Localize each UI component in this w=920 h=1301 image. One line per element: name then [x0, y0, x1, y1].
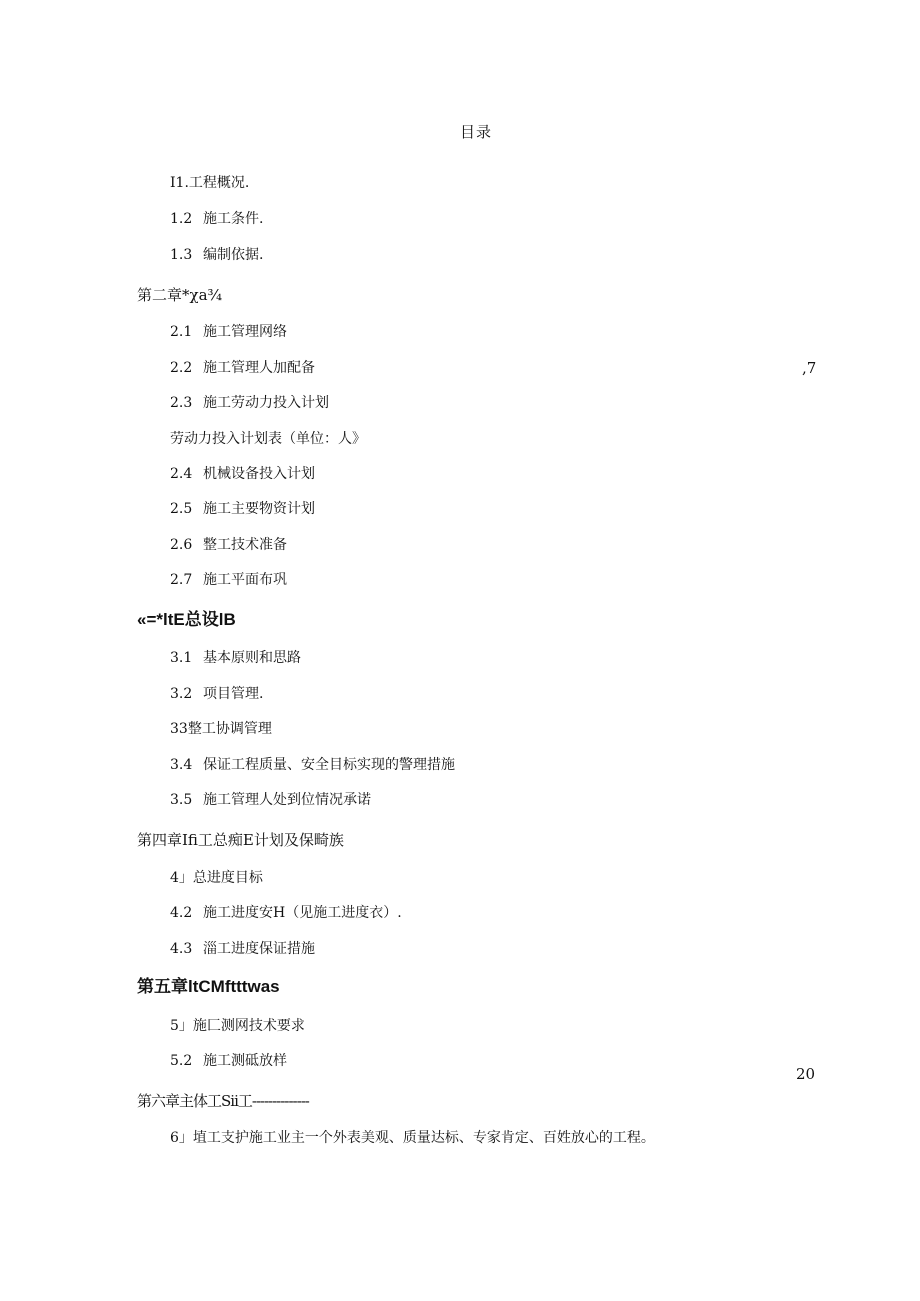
toc-entry-text: 施工管理人加配备 [203, 360, 315, 376]
toc-entry [170, 463, 315, 485]
toc-entry [170, 754, 455, 776]
toc-entry-text: 施工条件. [203, 211, 264, 227]
toc-entry [170, 498, 315, 520]
toc-entry-text: 5」施匚测网技术要求 [170, 1018, 305, 1034]
toc-entry-number: 3.5 [170, 792, 193, 808]
toc-entry [170, 1050, 287, 1072]
toc-entry-text: 机械设备投入计划 [203, 466, 315, 482]
toc-entry-number: 3.1 [170, 650, 193, 666]
toc-entry [170, 1015, 305, 1037]
toc-chapter [137, 609, 236, 631]
toc-entry-text: 劳动力投入计划表（单位：人》 [170, 431, 366, 447]
toc-entry-text: 施工进度安H（见施工进度衣）. [203, 905, 402, 921]
toc-entry-number: 1.2 [170, 211, 193, 227]
toc-entry-text: 施工管理网络 [203, 324, 287, 340]
toc-entry-number: 2.6 [170, 537, 193, 553]
toc-entry [170, 534, 287, 556]
toc-entry-number: 2.5 [170, 501, 193, 517]
toc-entry [170, 392, 329, 414]
toc-entry-text: 4」总进度目标 [170, 870, 263, 886]
toc-entry-text: 项目管理. [203, 686, 264, 702]
toc-entry [170, 902, 402, 924]
toc-entry [170, 683, 263, 705]
toc-entry-text: 第四章Ifi工总痴E计划及保畸族 [137, 831, 344, 849]
toc-entry [170, 244, 263, 266]
toc-entry-text: 编制依据. [203, 247, 264, 263]
toc-chapter [137, 1090, 309, 1112]
toc-entry [170, 569, 287, 591]
toc-chapter [137, 829, 344, 851]
toc-entry [170, 208, 263, 230]
toc-entry-number: 3.4 [170, 757, 193, 773]
toc-entry-text: 33整工协调管理 [170, 721, 272, 737]
toc-entry-number: 2.7 [170, 572, 193, 588]
toc-entry-number: 3.2 [170, 686, 193, 702]
toc-title: 目录 [459, 123, 492, 141]
toc-entry-text: «=*ltE总设lB [137, 610, 236, 629]
toc-entry-number: 4.3 [170, 941, 193, 957]
toc-entry-text: 施工主要物资计划 [203, 501, 315, 517]
toc-entry-text: 淄工进度保证措施 [203, 941, 315, 957]
toc-entry-number: 5.2 [170, 1053, 193, 1069]
toc-entry [170, 357, 315, 379]
toc-entry-text: 6」埴工支护施工业主一个外表美观、质量达标、专家肯定、百姓放心的工程。 [170, 1130, 655, 1146]
toc-entry [170, 321, 287, 343]
page-number: 20 [796, 1065, 816, 1083]
toc-entry-text: 施工劳动力投入计划 [203, 395, 329, 411]
toc-entry-number: 2.2 [170, 360, 193, 376]
toc-entry-number: 2.3 [170, 395, 193, 411]
toc-entry [170, 718, 272, 740]
toc-entry-number: 2.4 [170, 466, 193, 482]
toc-entry-text: 第二章*χa¾ [137, 286, 223, 304]
toc-entry-number: 1.3 [170, 247, 193, 263]
toc-entry-text: 第六章主体工Sii工-------------- [137, 1092, 309, 1110]
page-number: ,7 [802, 359, 817, 377]
toc-entry-text: 施工测砥放样 [203, 1053, 287, 1069]
toc-entry [170, 647, 301, 669]
toc-entry [170, 1127, 655, 1149]
toc-entry [170, 428, 366, 450]
toc-entry-text: 整工技术准备 [203, 537, 287, 553]
toc-entry-text: I1.工程概况. [170, 175, 250, 191]
toc-entry-text: 施工管理人处到位情况承诺 [203, 792, 371, 808]
toc-entry-text: 基本原则和思路 [203, 650, 301, 666]
toc-entry [170, 789, 371, 811]
toc-entry [170, 938, 315, 960]
toc-entry-number: 2.1 [170, 324, 193, 340]
toc-chapter [137, 976, 280, 998]
toc-entry-text: 保证工程质量、安全目标实现的警理措施 [203, 757, 455, 773]
toc-chapter [137, 284, 222, 306]
toc-entry-text: 第五章ltCMftttwas [137, 977, 280, 996]
toc-entry [170, 867, 263, 889]
toc-entry [170, 172, 249, 194]
toc-entry-number: 4.2 [170, 905, 193, 921]
toc-entry-text: 施工平面布巩 [203, 572, 287, 588]
